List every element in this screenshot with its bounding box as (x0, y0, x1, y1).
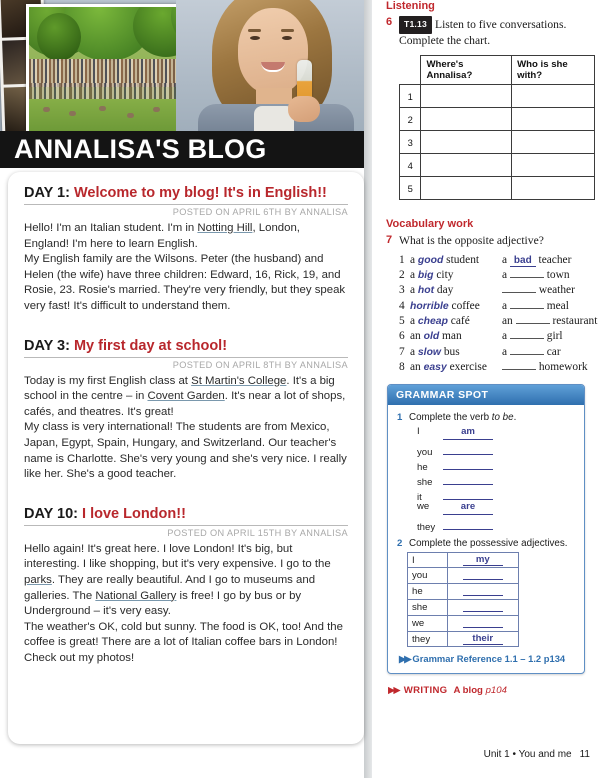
answer-blank[interactable]: their (463, 633, 503, 645)
answer-blank[interactable] (516, 323, 550, 324)
vocabulary-item (399, 345, 600, 360)
task-instruction: Complete the possessive adjectives. (409, 538, 568, 550)
table-row (400, 131, 595, 154)
table-row (400, 108, 595, 131)
entry-day-label: DAY 1: (24, 185, 70, 201)
double-arrow-icon: ▶▶ (399, 653, 410, 665)
pronoun: we (408, 616, 448, 632)
table-row (408, 568, 519, 584)
prompt-noun: exercise (446, 360, 487, 373)
answer-article: a (502, 330, 510, 343)
grammar-task-2 (397, 538, 575, 549)
answer-blank[interactable]: bad (510, 255, 536, 267)
blog-banner-title: ANNALISA'S BLOG (14, 134, 267, 164)
answer-blank[interactable] (463, 568, 503, 580)
verb-answer-blank[interactable] (443, 441, 493, 455)
entry-day-label: DAY 3: (24, 337, 70, 354)
possessive-answer[interactable] (447, 568, 518, 584)
item-answer[interactable] (502, 283, 600, 298)
answer-blank[interactable] (510, 277, 544, 278)
possessive-answer[interactable] (447, 553, 518, 568)
row-number-corner (400, 56, 421, 85)
task-instruction (409, 412, 516, 423)
item-prompt (410, 360, 502, 375)
verb-to-be-list (417, 426, 575, 534)
task-number: 1 (397, 412, 403, 424)
exercise-number: 7 (386, 234, 393, 247)
grammar-reference-link[interactable] (399, 653, 575, 665)
pronoun: she (417, 477, 433, 489)
entry-heading (24, 184, 348, 205)
footer-unit: Unit 1 • You and me (483, 749, 572, 760)
task-text: Complete the verb (409, 412, 492, 424)
item-answer[interactable] (502, 253, 600, 268)
entry-body (24, 374, 348, 483)
answer-article: a (502, 345, 510, 358)
audio-track-badge[interactable]: T1.13 (399, 16, 432, 34)
blog-entry-day1 (8, 184, 364, 315)
prompt-adjective: old (423, 331, 440, 343)
answer-noun: restaurant (549, 314, 598, 327)
possessive-adjectives-table (407, 552, 519, 647)
answer-article: a (502, 299, 510, 312)
entry-text: . It's a big school in the centre – in (24, 374, 335, 403)
prompt-article: an (410, 360, 424, 373)
prompt-adjective: good (417, 254, 444, 266)
table-row (408, 600, 519, 616)
prompt-noun: student (443, 253, 480, 266)
answer-blank[interactable] (502, 369, 536, 370)
vocabulary-item (399, 329, 600, 344)
answer-article: a (502, 269, 510, 282)
vocabulary-item (399, 299, 600, 314)
prompt-adjective: hot (417, 285, 435, 297)
possessive-answer[interactable] (447, 632, 518, 647)
pronoun: he (408, 584, 448, 600)
prompt-adjective: horrible (410, 300, 449, 312)
item-prompt (410, 253, 502, 268)
answer-noun: homework (536, 360, 588, 373)
answer-noun: town (543, 269, 570, 282)
verb-row (417, 486, 575, 504)
answer-noun: teacher (535, 253, 572, 266)
answer-blank[interactable] (463, 600, 503, 612)
entry-text: The weather's OK, cold but sunny. The food is OK, too! And the coffee is great! There are a lot of Italian coffee bars in London! Check out my photos! (24, 620, 343, 664)
prompt-article: a (410, 314, 418, 327)
answer-noun: girl (543, 330, 563, 343)
item-prompt (410, 345, 502, 360)
item-answer[interactable] (502, 345, 600, 360)
item-number: 2 (399, 269, 405, 282)
pronoun: he (417, 462, 428, 474)
entry-text: My class is very international! The students are from Mexico, Japan, Egypt, Spain, Hungary, and Switzerland. Our teacher's name is Charlotte. She's very young and she's very nice. I really like her. She's a good teacher. (24, 421, 347, 481)
table-row (408, 632, 519, 647)
prompt-adjective: easy (423, 361, 447, 373)
row-number: 1 (400, 85, 421, 108)
vocabulary-item (399, 253, 600, 268)
item-number: 3 (399, 284, 405, 297)
table-row (408, 616, 519, 632)
vocabulary-item (399, 268, 600, 283)
pronoun: they (408, 632, 448, 647)
item-prompt (410, 283, 502, 298)
entry-heading (24, 337, 348, 358)
pronoun: she (408, 600, 448, 616)
vocabulary-heading: Vocabulary work (386, 218, 474, 231)
prompt-article: a (410, 269, 418, 282)
task-text-emphasis: to be (491, 412, 514, 424)
verb-row (417, 501, 575, 516)
row-number: 2 (400, 108, 421, 131)
writing-title: A blog (453, 685, 483, 697)
item-number: 7 (399, 345, 405, 358)
entry-title: I love London!! (82, 505, 186, 522)
answer-noun: meal (543, 299, 569, 312)
item-answer[interactable] (502, 360, 600, 375)
answer-cell-where[interactable] (421, 154, 512, 177)
writing-link[interactable] (388, 685, 600, 696)
prompt-adjective: big (417, 270, 434, 282)
prompt-article: a (410, 253, 418, 266)
entry-body (24, 542, 348, 667)
exercises-column (386, 0, 600, 778)
prompt-noun: man (439, 330, 462, 343)
grammar-spot-box (387, 384, 585, 674)
table-row (400, 177, 595, 200)
prompt-article: a (410, 284, 418, 297)
answer-article: an (502, 314, 516, 327)
prompt-noun: bus (441, 345, 460, 358)
item-number: 1 (399, 253, 405, 266)
answer-blank[interactable] (510, 338, 544, 339)
verb-row (417, 426, 575, 441)
double-arrow-icon: ▶▶ (388, 685, 399, 697)
answer-cell-who[interactable] (512, 108, 595, 131)
pronoun: it (417, 492, 422, 504)
answer-cell-where[interactable] (421, 131, 512, 154)
prompt-adjective: cheap (417, 315, 448, 327)
exercise-number: 6 (386, 16, 393, 28)
exercise-instruction: What is the opposite adjective? (399, 234, 544, 248)
entry-posted-line: POSTED ON APRIL 15TH BY ANNALISA (167, 527, 348, 538)
page-gutter (364, 0, 372, 778)
answer-cell-where[interactable] (421, 177, 512, 200)
listening-chart-table (399, 55, 595, 200)
item-answer[interactable] (502, 314, 600, 329)
row-number: 5 (400, 177, 421, 200)
verb-answer-blank[interactable] (443, 516, 493, 530)
verb-answer-blank[interactable]: are (443, 501, 493, 515)
pronoun: you (408, 568, 448, 584)
verb-row (417, 456, 575, 474)
column-header-where: Where's Annalisa? (421, 56, 512, 85)
prompt-adjective: slow (417, 346, 442, 358)
verb-row (417, 516, 575, 534)
exercise-instruction (399, 16, 600, 48)
item-prompt (410, 299, 502, 314)
answer-cell-who[interactable] (512, 177, 595, 200)
table-row (408, 584, 519, 600)
item-answer[interactable] (502, 299, 600, 314)
pronoun: they (417, 522, 436, 534)
listening-heading: Listening (386, 0, 435, 12)
answer-noun: weather (536, 284, 575, 297)
answer-cell-where[interactable] (421, 85, 512, 108)
entry-title: Welcome to my blog! It's in English!! (73, 185, 327, 201)
grammar-reference-text: Grammar Reference 1.1 – 1.2 p134 (412, 653, 566, 665)
prompt-article: an (410, 330, 424, 343)
prompt-noun: coffee (448, 299, 480, 312)
prompt-noun: day (434, 284, 454, 297)
vocabulary-item (399, 283, 600, 298)
row-number: 4 (400, 154, 421, 177)
link-notting-hill[interactable]: Notting Hill (197, 222, 253, 234)
entry-posted-line: POSTED ON APRIL 6TH BY ANNALISA (172, 207, 348, 217)
item-number: 4 (399, 299, 405, 312)
entry-text: , London, England! I'm here to learn English. (24, 222, 300, 250)
verb-answer-blank[interactable] (443, 456, 493, 470)
prompt-noun: café (447, 314, 470, 327)
pronoun: you (417, 447, 433, 459)
entry-text: . They are really beautiful. And I go to museums and galleries. The (24, 573, 316, 602)
link-national-gallery[interactable]: National Gallery (95, 589, 177, 602)
writing-label: WRITING (403, 685, 448, 697)
entry-day-label: DAY 10: (24, 505, 79, 522)
answer-cell-who[interactable] (512, 131, 595, 154)
listening-exercise (386, 16, 600, 48)
table-row (408, 553, 519, 568)
answer-cell-where[interactable] (421, 108, 512, 131)
blog-entry-day3 (8, 337, 364, 483)
grammar-task-1 (397, 412, 575, 423)
verb-row (417, 471, 575, 489)
entry-body (24, 221, 348, 315)
entry-text: My English family are the Wilsons. Peter (the husband) and Helen (the wife) have three children: Edward, 16, Rick, 19, and Rosie, 23. Rosie's married. They're very friendly, but they speak very fast! It's difficult to understand them. (24, 253, 346, 312)
item-prompt (410, 314, 502, 329)
link-covent-garden[interactable]: Covent Garden (147, 390, 225, 403)
entry-text: Hello! I'm an Italian student. I'm in (24, 222, 198, 234)
item-number: 5 (399, 314, 405, 327)
woman-photo (176, 0, 372, 136)
task-number: 2 (397, 538, 403, 550)
entry-title: My first day at school! (73, 337, 228, 354)
possessive-answer[interactable] (447, 616, 518, 632)
link-parks[interactable]: parks (24, 573, 52, 586)
answer-blank[interactable] (510, 354, 544, 355)
row-number: 3 (400, 131, 421, 154)
page-footer (484, 749, 590, 760)
prompt-article: a (410, 345, 418, 358)
grammar-spot-title: GRAMMAR SPOT (388, 385, 584, 405)
item-prompt (410, 268, 502, 283)
blog-card (8, 172, 364, 744)
answer-blank[interactable] (463, 616, 503, 628)
blog-banner (0, 131, 372, 168)
answer-blank[interactable] (502, 292, 536, 293)
vocabulary-exercise (386, 234, 600, 249)
verb-row (417, 441, 575, 459)
answer-noun: car (543, 345, 561, 358)
verb-answer-blank[interactable] (443, 471, 493, 485)
entry-heading (24, 505, 348, 526)
vocabulary-item (399, 314, 600, 329)
table-header-row (400, 56, 595, 85)
table-row (400, 154, 595, 177)
item-answer[interactable] (502, 329, 600, 344)
prompt-noun: city (433, 269, 454, 282)
answer-blank[interactable]: my (463, 554, 503, 566)
answer-blank[interactable] (463, 584, 503, 596)
verb-answer-blank[interactable] (443, 486, 493, 500)
instruction-text: Listen to five conversations. Complete the chart. (399, 18, 567, 47)
item-number: 6 (399, 330, 405, 343)
footer-page-number: 11 (579, 749, 590, 760)
possessive-answer[interactable] (447, 584, 518, 600)
photo-header (0, 0, 372, 168)
item-answer[interactable] (502, 268, 600, 283)
answer-article: a (502, 253, 510, 266)
answer-cell-who[interactable] (512, 85, 595, 108)
grammar-spot-body (388, 405, 584, 673)
blog-entry-day10 (8, 505, 364, 667)
entry-text: Today is my first English class at (24, 374, 192, 387)
pronoun: I (408, 553, 448, 568)
item-prompt (410, 329, 502, 344)
possessive-answer[interactable] (447, 600, 518, 616)
writing-page-ref: p104 (485, 685, 507, 697)
entry-text: Hello again! It's great here. I love London! It's big, but interesting. I like shopping, but it's very expensive. I go to the (24, 542, 331, 571)
pronoun: I (417, 426, 420, 438)
vocabulary-list (399, 253, 600, 375)
entry-text: is free! I go by bus or by Underground – it's very easy. (24, 589, 302, 618)
answer-cell-who[interactable] (512, 154, 595, 177)
answer-blank[interactable] (510, 308, 544, 309)
link-st-martins-college[interactable]: St Martin's College (191, 374, 287, 387)
item-number: 8 (399, 360, 405, 373)
pronoun: we (417, 501, 430, 513)
verb-answer-blank[interactable]: am (443, 426, 493, 440)
column-header-who: Who is she with? (512, 56, 595, 85)
vocabulary-item (399, 360, 600, 375)
entry-posted-line: POSTED ON APRIL 8TH BY ANNALISA (172, 359, 348, 370)
entry-text: . It's near a lot of shops, cafés, and theatres. It's great! (24, 390, 346, 418)
task-text: . (513, 412, 517, 424)
table-row (400, 85, 595, 108)
